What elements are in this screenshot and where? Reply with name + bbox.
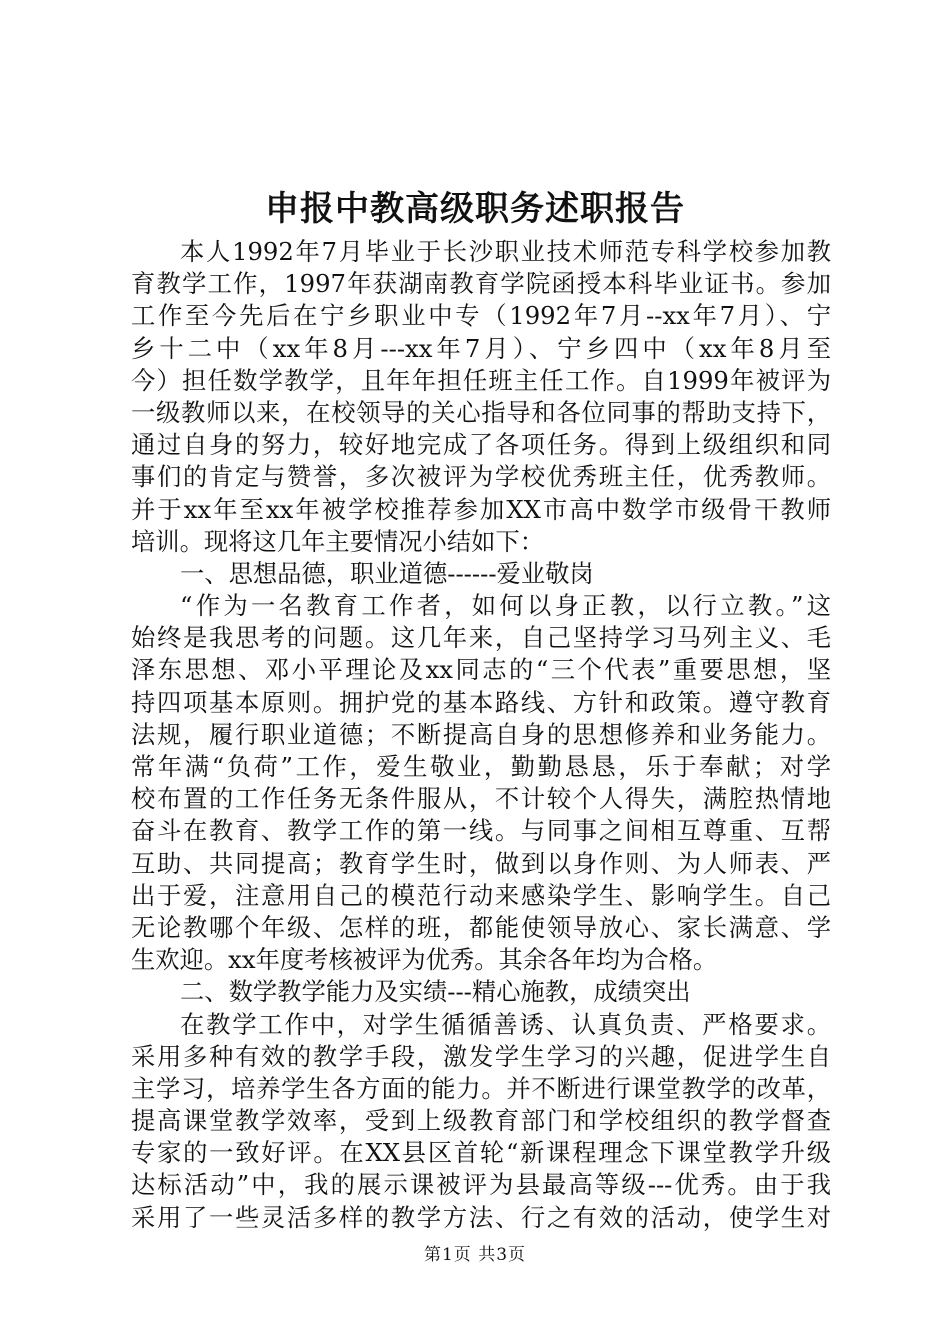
text-line: 互助、共同提高；教育学生时，做到以身作则、为人师表、严 [131,848,831,878]
section-heading: 二、数学教学能力及实绩---精心施教，成绩突出 [180,977,691,1007]
text-line: 奋斗在教育、教学工作的第一线。与同事之间相互尊重、互帮 [131,816,831,846]
text-line: 乡十二中（xx年8月---xx年7月）、宁乡四中（xx年8月至 [131,333,831,363]
text-line: 在教学工作中，对学生循循善诱、认真负责、严格要求。 [180,1009,831,1039]
text-line: 达标活动”中，我的展示课被评为县最高等级---优秀。由于我 [131,1170,831,1200]
text-line: 法规，履行职业道德；不断提高自身的思想修养和业务能力。 [131,719,831,749]
text-line: 一级教师以来，在校领导的关心指导和各位同事的帮助支持下， [131,397,831,427]
text-line: 泽东思想、邓小平理论及xx同志的“三个代表”重要思想，坚 [131,655,831,685]
text-line: 育教学工作，1997年获湖南教育学院函授本科毕业证书。参加 [131,269,831,299]
text-line: 专家的一致好评。在XX县区首轮“新课程理念下课堂教学升级 [131,1138,831,1168]
text-line: 出于爱，注意用自己的模范行动来感染学生、影响学生。自己 [131,880,831,910]
page-footer: 第1页 共3页 [423,1245,527,1265]
text-line: “作为一名教育工作者，如何以身正教，以行立教。”这 [180,591,831,621]
text-line: 并于xx年至xx年被学校推荐参加XX市高中数学市级骨干教师 [131,494,831,524]
text-line: 提高课堂教学效率，受到上级教育部门和学校组织的教学督查 [131,1106,831,1136]
text-line: 无论教哪个年级、怎样的班，都能使领导放心、家长满意、学 [131,912,831,942]
text-line: 本人1992年7月毕业于长沙职业技术师范专科学校参加教 [180,237,831,266]
text-line: 通过自身的努力，较好地完成了各项任务。得到上级组织和同 [131,430,831,460]
text-line: 持四项基本原则。拥护党的基本路线、方针和政策。遵守教育 [131,687,831,717]
text-line: 培训。现将这几年主要情况小结如下： [131,526,545,556]
document-body [131,236,831,1234]
text-line: 主学习，培养学生各方面的能力。并不断进行课堂教学的改革， [131,1073,831,1103]
document-title: 申报中教高级职务述职报告 [265,189,685,229]
text-line: 常年满“负荷”工作，爱生敬业，勤勤恳恳，乐于奉献；对学 [131,752,831,781]
text-line: 始终是我思考的问题。这几年来，自己坚持学习马列主义、毛 [131,623,831,653]
text-line: 校布置的工作任务无条件服从，不计较个人得失，满腔热情地 [131,784,831,814]
text-line: 事们的肯定与赞誉，多次被评为学校优秀班主任，优秀教师。 [131,462,831,492]
text-line: 工作至今先后在宁乡职业中专（1992年7月--xx年7月）、宁 [131,301,831,331]
text-line: 今）担任数学教学，且年年担任班主任工作。自1999年被评为 [131,365,831,395]
section-heading: 一、思想品德，职业道德------爱业敬岗 [180,558,594,588]
text-line: 生欢迎。xx年度考核被评为优秀。其余各年均为合格。 [131,945,718,975]
text-line: 采用了一些灵活多样的教学方法、行之有效的活动，使学生对 [131,1202,831,1232]
text-line: 采用多种有效的教学手段，激发学生学习的兴趣，促进学生自 [131,1041,831,1071]
